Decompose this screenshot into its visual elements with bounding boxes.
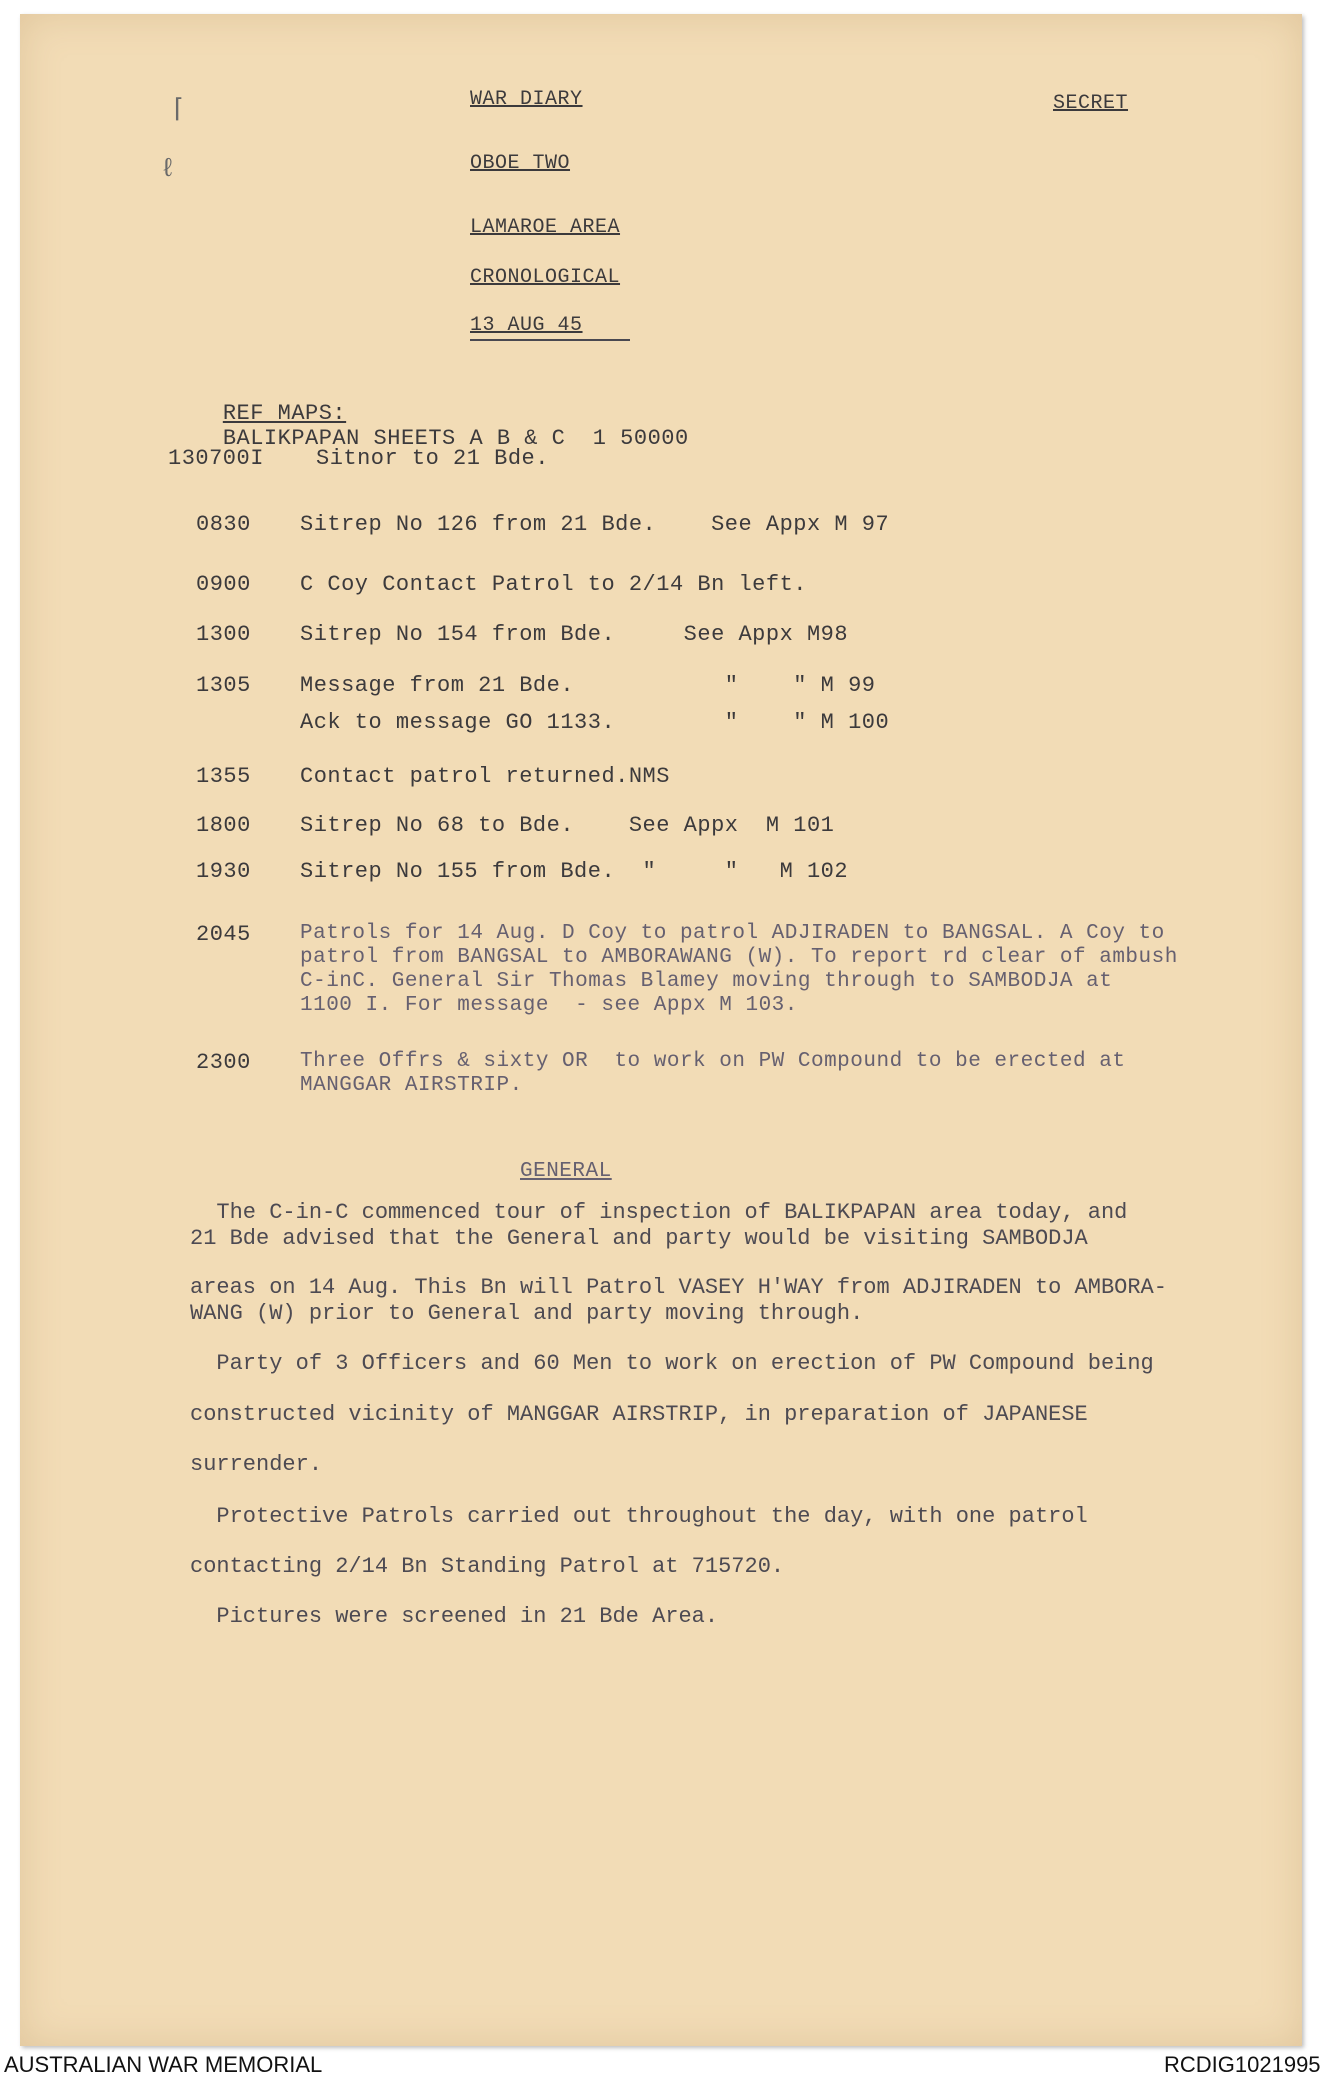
general-text-line: Party of 3 Officers and 60 Men to work on erection of PW Compound being <box>190 1351 1154 1376</box>
entry-text-line: Sitrep No 154 from Bde. See Appx M98 <box>300 622 849 647</box>
entry-time: 1300 <box>196 622 251 647</box>
entry-text-line: Sitnor to 21 Bde. <box>316 446 549 471</box>
footer-id: RCDIG1021995 <box>1164 2052 1321 2077</box>
date-underline <box>470 339 630 341</box>
operation-title: OBOE TWO <box>470 152 571 175</box>
entry-time: 2300 <box>196 1050 251 1075</box>
entry-text-line: C-inC. General Sir Thomas Blamey moving through to SAMBODJA at <box>300 970 1113 993</box>
date-title: 13 AUG 45 <box>470 314 583 337</box>
entry-time: 1355 <box>196 764 251 789</box>
secret-label: SECRET <box>1053 92 1129 115</box>
type-title: CRONOLOGICAL <box>470 266 621 289</box>
general-heading: GENERAL <box>520 1160 612 1183</box>
document-page <box>20 14 1302 2046</box>
entry-text-line: C Coy Contact Patrol to 2/14 Bn left. <box>300 572 807 597</box>
general-text-line: Pictures were screened in 21 Bde Area. <box>190 1604 719 1629</box>
entry-text-line: Message from 21 Bde. " " M 99 <box>300 673 876 698</box>
entry-time: 2045 <box>196 922 251 947</box>
area-title: LAMAROE AREA <box>470 216 621 239</box>
entry-text-line: MANGGAR AIRSTRIP. <box>300 1074 523 1097</box>
entry-text-line: patrol from BANGSAL to AMBORAWANG (W). To report rd clear of ambush <box>300 946 1178 969</box>
entry-text-line: Patrols for 14 Aug. D Coy to patrol ADJIRADEN to BANGSAL. A Coy to <box>300 922 1165 945</box>
entry-text-line: Contact patrol returned.NMS <box>300 764 670 789</box>
entry-time: 0900 <box>196 572 251 597</box>
war-diary-title: WAR DIARY <box>470 88 583 111</box>
ink-mark: ℓ <box>160 154 176 184</box>
general-text-line: WANG (W) prior to General and party moving through. <box>190 1301 864 1326</box>
entry-text-line: Sitrep No 68 to Bde. See Appx M 101 <box>300 813 835 838</box>
general-text-line: contacting 2/14 Bn Standing Patrol at 715720. <box>190 1554 785 1579</box>
general-text-line: 21 Bde advised that the General and party would be visiting SAMBODJA <box>190 1226 1088 1251</box>
footer-source: AUSTRALIAN WAR MEMORIAL <box>4 2052 323 2077</box>
entry-text-line: Three Offrs & sixty OR to work on PW Compound to be erected at <box>300 1050 1126 1073</box>
ink-mark: ⌈ <box>170 95 186 125</box>
entry-text-line: Sitrep No 126 from 21 Bde. See Appx M 97 <box>300 512 890 537</box>
general-text-line: constructed vicinity of MANGGAR AIRSTRIP, in preparation of JAPANESE <box>190 1402 1088 1427</box>
general-text-line: Protective Patrols carried out throughout the day, with one patrol <box>190 1504 1088 1529</box>
entry-time: 1800 <box>196 813 251 838</box>
ref-maps-value: BALIKPAPAN SHEETS A B & C 1 50000 <box>222 426 689 451</box>
ref-maps-label: REF MAPS: <box>222 401 347 426</box>
entry-text-line: Sitrep No 155 from Bde. " " M 102 <box>300 859 849 884</box>
entry-text-line: 1100 I. For message - see Appx M 103. <box>300 994 798 1017</box>
entry-time: 130700I <box>168 446 264 471</box>
general-text-line: areas on 14 Aug. This Bn will Patrol VASEY H'WAY from ADJIRADEN to AMBORA- <box>190 1275 1167 1300</box>
entry-time: 1930 <box>196 859 251 884</box>
general-text-line: surrender. <box>190 1452 323 1477</box>
entry-time: 0830 <box>196 512 251 537</box>
entry-time: 1305 <box>196 673 251 698</box>
general-text-line: The C-in-C commenced tour of inspection of BALIKPAPAN area today, and <box>190 1200 1128 1225</box>
entry-text-line: Ack to message GO 1133. " " M 100 <box>300 710 890 735</box>
